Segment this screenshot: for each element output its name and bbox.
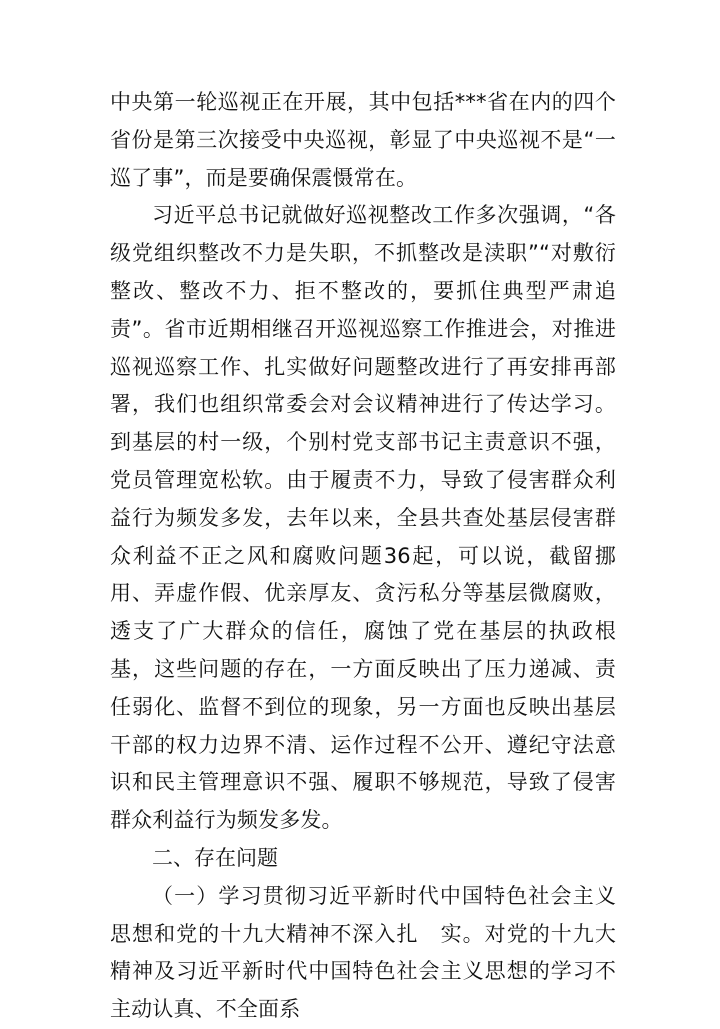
section-heading-existing-problems: 二、存在问题 (152, 845, 278, 870)
paragraph-study-implementation: （一）学习贯彻习近平新时代中国特色社会主义思想和党的十九大精神不深入扎 实。对党的十九大精神及习近平新时代中国特色社会主义思想的学习不主动认真、不全面系 (110, 883, 616, 1022)
paragraph-central-inspection: 中央第一轮巡视正在开展，其中包括***省在内的四个省份是第三次接受中央巡视，彰显了中央巡视不是“一巡了事”，而是要确保震慑常在。 (110, 90, 616, 190)
paragraph-rectification-requirements: 习近平总书记就做好巡视整改工作多次强调，“各级党组织整改不力是失职，不抓整改是渎职”“对敷衍整改、整改不力、拒不整改的，要抓住典型严肃追责”。省市近期相继召开巡视巡察工作推进会，对推进巡视巡察工作、扎实做好问题整改进行了再安排再部署，我们也组织常委会对会议精神进行了传达学习。到基层的村一级，个别村党支部书记主责意识不强，党员管理宽松软。由于履责不力，导致了侵害群众利益行为频发多发，去年以来，全县共查处基层侵害群众利益不正之风和腐败问题36起，可以说，截留挪用、弄虚作假、优亲厚友、贪污私分等基层微腐败，透支了广大群众的信任，腐蚀了党在基层的执政根基，这些问题的存在，一方面反映出了压力递减、责任弱化、监督不到位的现象，另一方面也反映出基层干部的权力边界不清、运作过程不公开、遵纪守法意识和民主管理意识不强、履职不够规范，导致了侵害群众利益行为频发多发。 (110, 203, 616, 833)
